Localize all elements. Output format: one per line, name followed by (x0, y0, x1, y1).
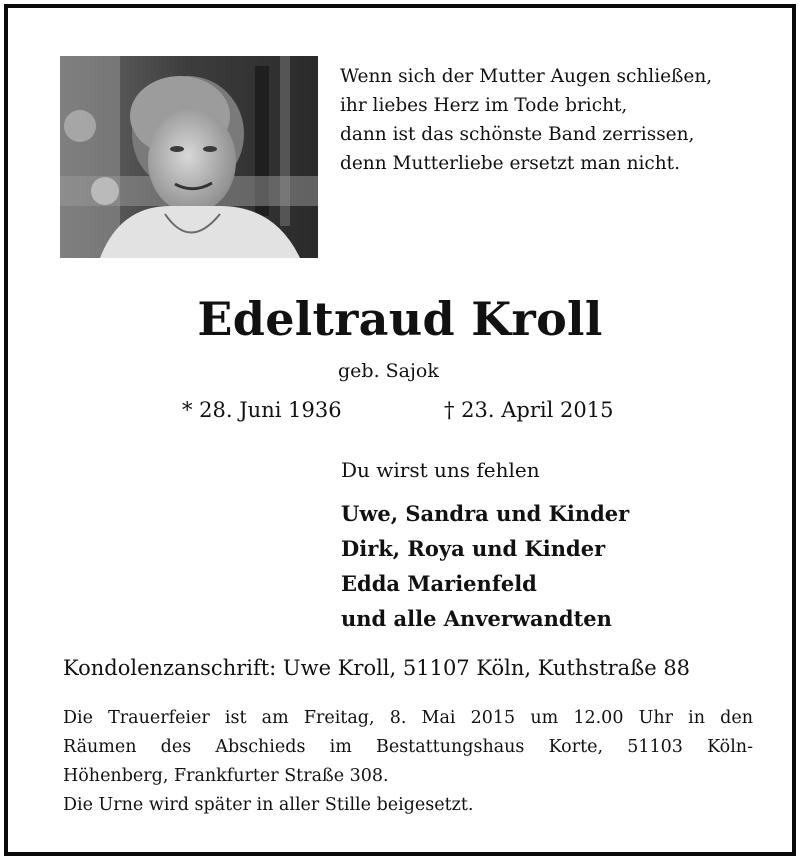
mourner-entry: Uwe, Sandra und Kinder (341, 501, 630, 526)
mourners-list (341, 496, 629, 636)
mourner-entry: Dirk, Roya und Kinder (341, 536, 606, 561)
funeral-line: Räumen des Abschieds im Bestattungshaus Korte, 51103 Köln- (63, 737, 753, 757)
poem-line: dann ist das schönste Band zerrissen, (340, 124, 695, 145)
deceased-name: Edeltraud Kroll (197, 292, 603, 346)
portrait-photo-icon (60, 56, 318, 258)
poem-line: denn Mutterliebe ersetzt man nicht. (340, 153, 680, 174)
death-date: † 23. April 2015 (444, 398, 614, 422)
condolence-address: Kondolenzanschrift: Uwe Kroll, 51107 Köln, Kuthstraße 88 (63, 656, 691, 680)
portrait-photo (60, 56, 318, 258)
funeral-notice (63, 704, 753, 820)
obituary-frame (4, 4, 796, 856)
mourner-entry: Edda Marienfeld (341, 571, 537, 596)
farewell-line: Du wirst uns fehlen (341, 458, 540, 482)
funeral-line: Die Urne wird später in aller Stille beigesetzt. (63, 795, 474, 815)
funeral-line: Höhenberg, Frankfurter Straße 308. (63, 766, 389, 786)
poem-line: ihr liebes Herz im Tode bricht, (340, 95, 628, 116)
birth-date: * 28. Juni 1936 (182, 398, 342, 422)
poem-line: Wenn sich der Mutter Augen schließen, (340, 66, 713, 87)
maiden-name: geb. Sajok (338, 360, 439, 382)
funeral-line: Die Trauerfeier ist am Freitag, 8. Mai 2015 um 12.00 Uhr in den (63, 708, 753, 728)
mourner-entry: und alle Anverwandten (341, 606, 612, 631)
poem (340, 62, 770, 178)
